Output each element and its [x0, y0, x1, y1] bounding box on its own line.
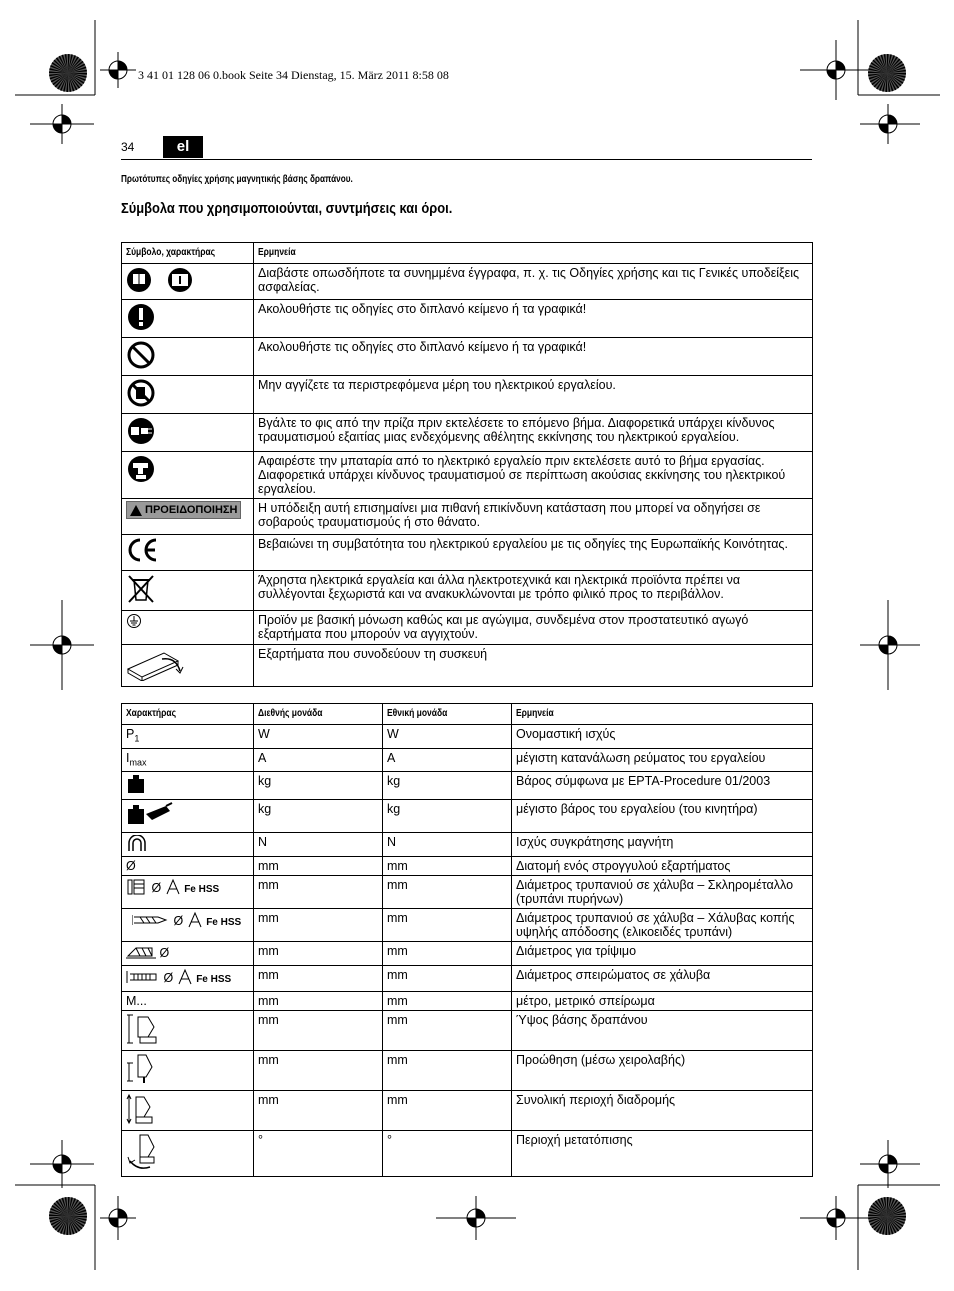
no-touch-icon	[126, 378, 156, 408]
meaning-cell: Ακολουθήστε τις οδηγίες στο διπλανό κείμενο ή τα γραφικά!	[254, 300, 813, 338]
warning-badge	[126, 501, 241, 519]
page-number: 34	[121, 140, 135, 154]
symbol-cell	[122, 645, 254, 687]
diameter-symbol: Ø	[163, 970, 174, 985]
ce-mark-icon	[126, 537, 160, 563]
magnet-icon	[126, 835, 148, 854]
table-row	[122, 414, 813, 452]
meaning-cell: Διατομή ενός στρογγυλού εξαρτήματος	[512, 857, 813, 876]
table-row	[122, 338, 813, 376]
star-target-mark	[49, 1197, 87, 1235]
language-badge: el	[163, 136, 203, 158]
table-row	[122, 966, 813, 992]
meaning-cell: Η υπόδειξη αυτή επισημαίνει μια πιθανή επικίνδυνη κατάσταση που μπορεί να οδηγήσει σε σοβαρούς τραυματισμούς ή στο θάνατο.	[254, 499, 813, 535]
meaning-cell: Βάρος σύμφωνα με EPTA-Procedure 01/2003	[512, 772, 813, 800]
meaning-cell: Ονομαστική ισχύς	[512, 725, 813, 749]
character-cell	[122, 800, 254, 833]
symbol-cell	[122, 376, 254, 414]
weight-drill-icon	[126, 802, 174, 829]
meaning-cell: Διάμετρος σπειρώματος σε χάλυβα	[512, 966, 813, 992]
stroke-icon	[126, 1093, 156, 1128]
units-table-header	[122, 704, 813, 725]
meaning-cell: Άχρηστα ηλεκτρικά εργαλεία και άλλα ηλεκτροτεχνικά και ηλεκτρικά προϊόντα πρέπει να συλλέγονται ξεχωριστά και να ανακυκλώνονται με τρόπο φιλικό προς το περιβάλλον.	[254, 571, 813, 611]
intl-unit-cell: mm	[254, 942, 383, 966]
meaning-cell: Διάμετρος για τρίψιμο	[512, 942, 813, 966]
tap-icon	[126, 969, 160, 988]
table-row	[122, 748, 813, 772]
swivel-icon	[126, 1133, 160, 1174]
meaning-cell: Αφαιρέστε την μπαταρία από το ηλεκτρικό εργαλείο πριν εκτελέσετε αυτό το βήμα εργασίας. Διαφορετικά υπάρχει κίνδυνος τραυματισμού σε περίπτωση ακούσιας εκκίνησης του ηλεκτρικού εργαλείου.	[254, 452, 813, 499]
character-cell: Ø	[122, 857, 254, 876]
table-row	[122, 909, 813, 942]
meaning-cell: Ακολουθήστε τις οδηγίες στο διπλανό κείμενο ή τα γραφικά!	[254, 338, 813, 376]
meaning-cell: Μην αγγίζετε τα περιστρεφόμενα μέρη του ηλεκτρικού εργαλείου.	[254, 376, 813, 414]
unplug-icon	[126, 416, 156, 446]
intl-unit-cell: mm	[254, 992, 383, 1011]
intl-unit-cell: mm	[254, 1011, 383, 1051]
feed-icon	[126, 1053, 160, 1088]
character-cell	[122, 909, 254, 942]
natl-unit-cell: mm	[383, 857, 512, 876]
table-row	[122, 725, 813, 749]
meaning-cell: Βεβαιώνει τη συμβατότητα του ηλεκτρικού εργαλείου με τις οδηγίες της Ευρωπαϊκής Κοινότητας.	[254, 535, 813, 571]
character-cell	[122, 942, 254, 966]
table-row	[122, 942, 813, 966]
meaning-cell: Ύψος βάσης δραπάνου	[512, 1011, 813, 1051]
natl-unit-cell: mm	[383, 1091, 512, 1131]
table-row	[122, 535, 813, 571]
column-header-meaning: Ερμηνεία	[254, 243, 813, 264]
read-manual-icon	[126, 266, 198, 294]
meaning-cell: Ισχύς συγκράτησης μαγνήτη	[512, 833, 813, 857]
column-header-meaning: Ερμηνεία	[512, 704, 813, 725]
character-cell: M...	[122, 992, 254, 1011]
steel-material-icon	[187, 911, 203, 932]
natl-unit-cell: W	[383, 725, 512, 749]
meaning-cell: Περιοχή μετατόπισης	[512, 1131, 813, 1177]
steel-material-icon	[165, 878, 181, 899]
intl-unit-cell: mm	[254, 876, 383, 909]
intl-unit-cell: kg	[254, 772, 383, 800]
diameter-symbol: Ø	[159, 945, 170, 960]
table-row	[122, 376, 813, 414]
printer-info-line: 3 41 01 128 06 0.book Seite 34 Dienstag, 15. März 2011 8:58 08	[138, 68, 449, 82]
natl-unit-cell: N	[383, 833, 512, 857]
natl-unit-cell: mm	[383, 909, 512, 942]
star-target-mark	[49, 54, 87, 92]
natl-unit-cell: mm	[383, 1051, 512, 1091]
character-cell	[122, 1011, 254, 1051]
meaning-cell: Βγάλτε το φις από την πρίζα πριν εκτελέσετε το επόμενο βήμα. Διαφορετικά υπάρχει κίνδυνος τραυματισμού εξαιτίας μιας ενδεχόμενης αθέλητης εκκίνησης του ηλεκτρικού εργαλείου.	[254, 414, 813, 452]
material-label: Fe HSS	[196, 973, 232, 985]
symbol-cell	[122, 535, 254, 571]
natl-unit-cell: A	[383, 748, 512, 772]
table-row	[122, 611, 813, 645]
weight-icon	[126, 774, 146, 797]
natl-unit-cell: mm	[383, 992, 512, 1011]
column-header-natl-unit: Εθνική μονάδα	[383, 704, 512, 725]
intl-unit-cell: mm	[254, 1091, 383, 1131]
material-label: Fe HSS	[184, 883, 220, 895]
intl-unit-cell: °	[254, 1131, 383, 1177]
character-cell	[122, 772, 254, 800]
symbol-cell	[122, 611, 254, 645]
table-row	[122, 571, 813, 611]
weee-bin-icon	[126, 573, 156, 605]
character-cell	[122, 876, 254, 909]
symbol-cell	[122, 338, 254, 376]
table-row	[122, 452, 813, 499]
natl-unit-cell: mm	[383, 966, 512, 992]
warning-badge-label: ΠΡΟΕΙΔΟΠΟΙΗΣΗ	[145, 504, 238, 516]
character-cell: $I_{max}$	[122, 748, 254, 772]
table-row	[122, 1051, 813, 1091]
character-cell	[122, 1051, 254, 1091]
steel-material-icon	[177, 968, 193, 989]
intl-unit-cell: mm	[254, 966, 383, 992]
symbol-cell	[122, 264, 254, 300]
intl-unit-cell: A	[254, 748, 383, 772]
meaning-cell: Προώθηση (μέσω χειρολαβής)	[512, 1051, 813, 1091]
table-row	[122, 1131, 813, 1177]
character-cell: $P_1$	[122, 725, 254, 749]
symbols-table-header	[122, 243, 813, 264]
natl-unit-cell: mm	[383, 876, 512, 909]
natl-unit-cell: °	[383, 1131, 512, 1177]
column-header-symbol: Σύμβολο, χαρακτήρας	[122, 243, 254, 264]
column-header-character: Χαρακτήρας	[122, 704, 254, 725]
symbols-table	[121, 242, 813, 687]
diameter-symbol: Ø	[151, 880, 162, 895]
intl-unit-cell: kg	[254, 800, 383, 833]
symbol-cell	[122, 571, 254, 611]
character-cell	[122, 833, 254, 857]
table-row	[122, 833, 813, 857]
star-target-mark	[868, 1197, 906, 1235]
prohibition-icon	[126, 340, 156, 370]
table-row	[122, 499, 813, 535]
section-title: Σύμβολα που χρησιμοποιούνται, συντμήσεις και όροι.	[121, 200, 453, 217]
natl-unit-cell: kg	[383, 800, 512, 833]
intl-unit-cell: mm	[254, 909, 383, 942]
table-row	[122, 800, 813, 833]
warning-triangle-icon	[130, 505, 142, 516]
meaning-cell: Διαβάστε οπωσδήποτε τα συνημμένα έγγραφα, π. χ. τις Οδηγίες χρήσης και τις Γενικές υποδείξεις ασφαλείας.	[254, 264, 813, 300]
column-header-intl-unit: Διεθνής μονάδα	[254, 704, 383, 725]
meaning-cell: Εξαρτήματα που συνοδεύουν τη συσκευή	[254, 645, 813, 687]
star-target-mark	[868, 54, 906, 92]
intl-unit-cell: mm	[254, 857, 383, 876]
character-cell	[122, 1131, 254, 1177]
table-row	[122, 1091, 813, 1131]
ground-icon	[126, 613, 142, 629]
table-row	[122, 992, 813, 1011]
table-row	[122, 645, 813, 687]
table-row	[122, 1011, 813, 1051]
table-row	[122, 300, 813, 338]
symbol-cell	[122, 300, 254, 338]
diameter-symbol: Ø	[173, 913, 184, 928]
symbol-cell	[122, 452, 254, 499]
intl-unit-cell: W	[254, 725, 383, 749]
header-rule	[121, 159, 812, 160]
accessories-box-icon	[126, 647, 186, 681]
core-drill-icon	[126, 878, 148, 899]
meaning-cell: μέγιστη κατανάλωση ρεύματος του εργαλείου	[512, 748, 813, 772]
table-row	[122, 772, 813, 800]
table-row	[122, 876, 813, 909]
meaning-cell: Προϊόν με βασική μόνωση καθώς και με αγώγιμα, συνδεμένα στον προστατευτικό αγωγό εξαρτήματα που μπορούν να αγγιχτούν.	[254, 611, 813, 645]
character-cell	[122, 1091, 254, 1131]
meaning-cell: Διάμετρος τρυπανιού σε χάλυβα – Χάλυβας κοπής υψηλής απόδοσης (ελικοειδές τρυπάνι)	[512, 909, 813, 942]
natl-unit-cell: mm	[383, 1011, 512, 1051]
table-row	[122, 264, 813, 300]
remove-battery-icon	[126, 454, 156, 484]
symbol-cell	[122, 499, 254, 535]
exclamation-icon	[126, 302, 156, 332]
meaning-cell: μέτρο, μετρικό σπείρωμα	[512, 992, 813, 1011]
character-cell	[122, 966, 254, 992]
intl-unit-cell: N	[254, 833, 383, 857]
meaning-cell: μέγιστο βάρος του εργαλείου (του κινητήρα)	[512, 800, 813, 833]
document-subtitle: Πρωτότυπες οδηγίες χρήσης μαγνητικής βάσης δραπάνου.	[121, 174, 353, 185]
meaning-cell: Συνολική περιοχή διαδρομής	[512, 1091, 813, 1131]
reamer-icon	[126, 944, 156, 963]
table-row	[122, 857, 813, 876]
intl-unit-cell: mm	[254, 1051, 383, 1091]
material-label: Fe HSS	[206, 916, 242, 928]
units-table	[121, 703, 813, 1177]
natl-unit-cell: mm	[383, 942, 512, 966]
meaning-cell: Διάμετρος τρυπανιού σε χάλυβα – Σκληρομέταλλο (τρυπάνι πυρήνων)	[512, 876, 813, 909]
twist-drill-icon	[132, 913, 170, 930]
base-height-icon	[126, 1013, 160, 1048]
natl-unit-cell: kg	[383, 772, 512, 800]
symbol-cell	[122, 414, 254, 452]
